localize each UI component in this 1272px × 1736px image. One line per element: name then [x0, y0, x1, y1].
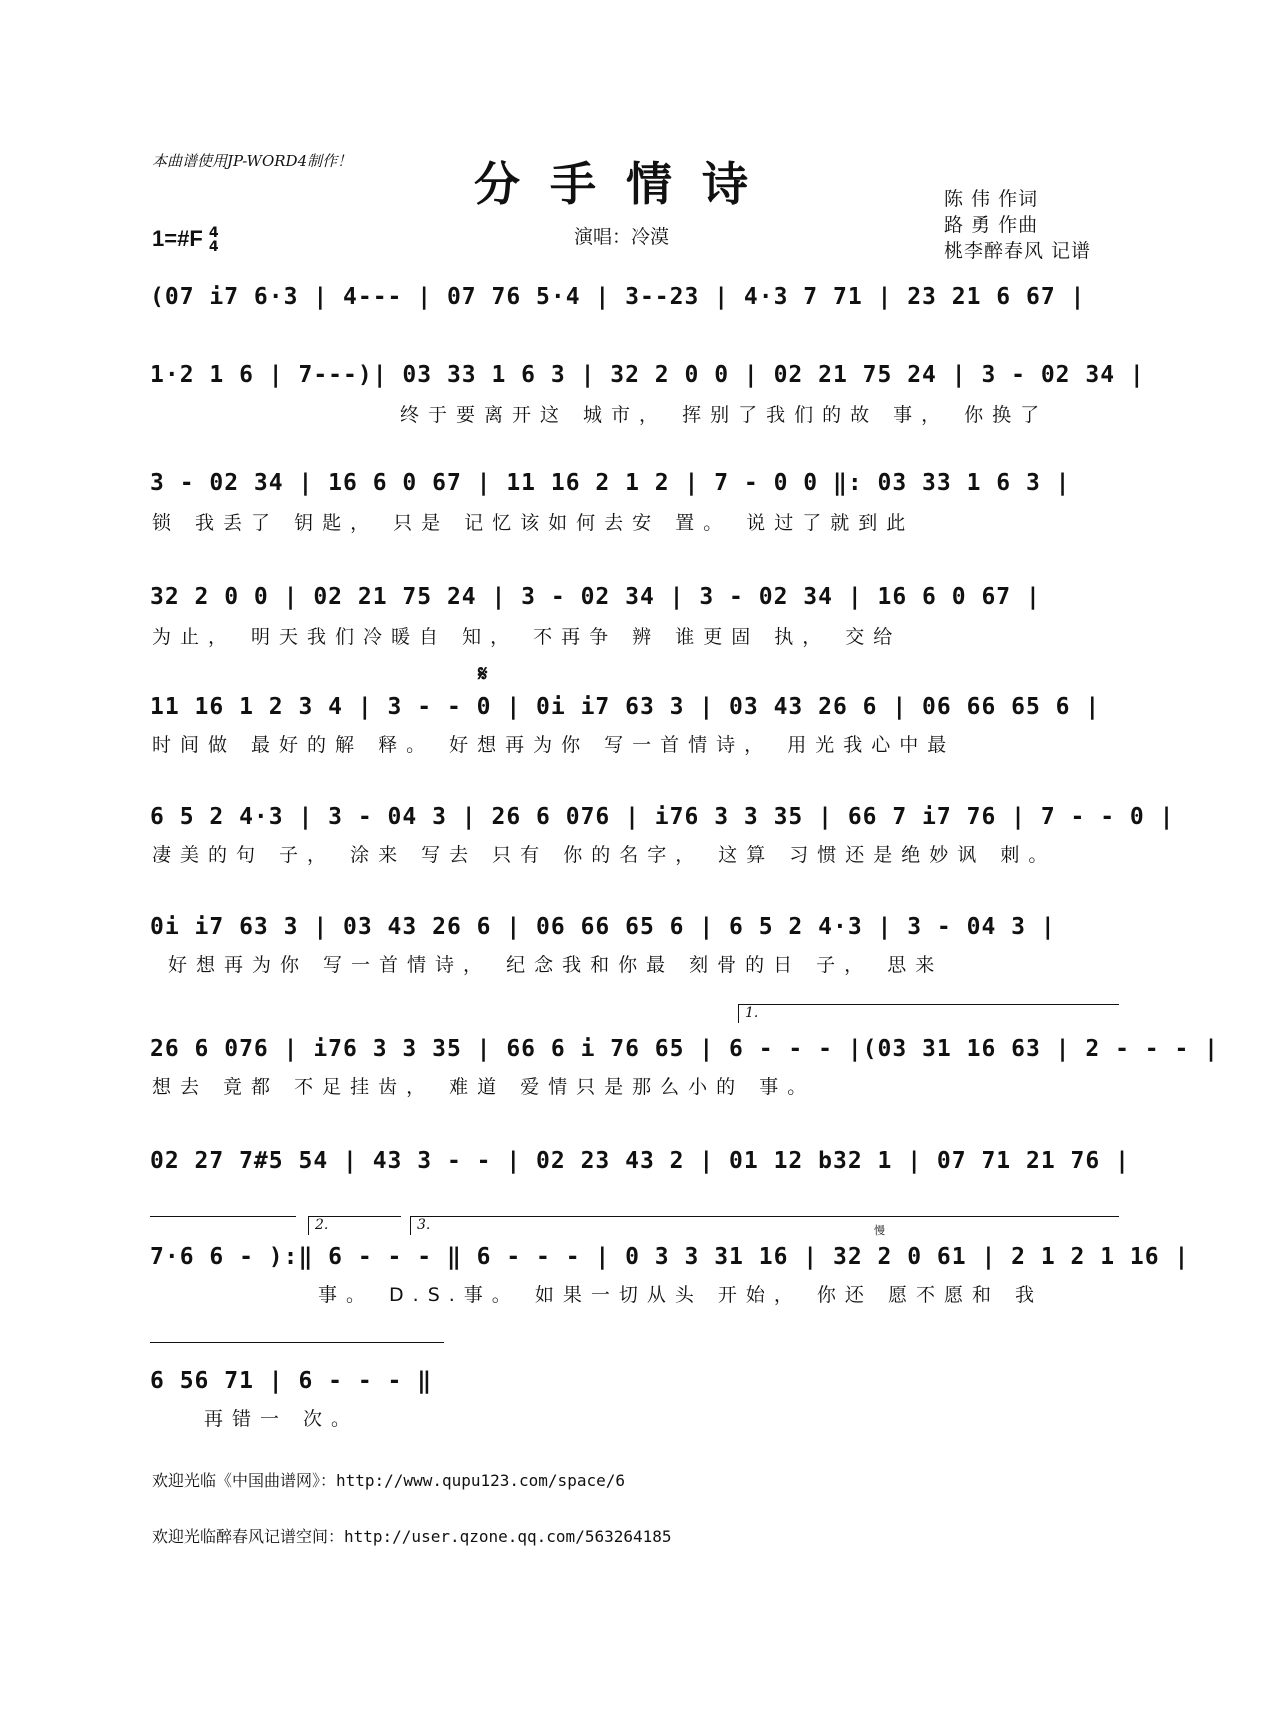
- lyric-line-7: 好想再为你 写一首情诗， 纪念我和你最 刻骨的日 子， 思来: [168, 954, 944, 976]
- volta-3-label: 3.: [417, 1217, 431, 1233]
- lyric-line-10: 事。 D.S.事。 如果一切从头 开始， 你还 愿不愿和 我: [318, 1284, 1044, 1306]
- made-with-note: 本曲谱使用JP-WORD4制作！: [152, 152, 353, 170]
- score-line-11: 6 56 71 | 6 - - - ‖: [150, 1368, 433, 1394]
- volta-1-bracket: [738, 1004, 1119, 1023]
- tempo-slow-mark: 慢: [874, 1224, 885, 1237]
- lyricist-credit: 陈 伟 作词: [944, 188, 1039, 210]
- volta-2-bracket: [308, 1216, 401, 1235]
- score-line-7: 0i i7 63 3 | 03 43 26 6 | 06 66 65 6 | 6 5 2 4·3 | 3 - 04 3 |: [150, 914, 1056, 940]
- score-line-2: 1·2 1 6 | 7---)| 03 33 1 6 3 | 32 2 0 0 | 02 21 75 24 | 3 - 02 34 |: [150, 362, 1145, 388]
- time-signature: [209, 226, 219, 254]
- segno-mark: 𝄋: [478, 662, 488, 687]
- song-title: 分手情诗: [474, 157, 778, 211]
- lyric-line-8: 想去 竟都 不足挂齿， 难道 爱情只是那么小的 事。: [152, 1076, 816, 1098]
- time-top: 4: [208, 225, 219, 242]
- lyric-line-6: 凄美的句 子， 涂来 写去 只有 你的名字， 这算 习惯还是绝妙讽 刺。: [152, 844, 1057, 866]
- volta-continuation: [150, 1216, 296, 1235]
- score-line-6: 6 5 2 4·3 | 3 - 04 3 | 26 6 076 | i76 3 3 35 | 66 7 i7 76 | 7 - - 0 |: [150, 804, 1175, 830]
- score-line-3: 3 - 02 34 | 16 6 0 67 | 11 16 2 1 2 | 7 - 0 0 ‖: 03 33 1 6 3 |: [150, 470, 1071, 496]
- footer-link-qzone[interactable]: 欢迎光临醉春风记谱空间：http://user.qzone.qq.com/563264185: [152, 1527, 672, 1546]
- score-line-9: 02 27 7#5 54 | 43 3 - - | 02 23 43 2 | 01 12 b32 1 | 07 71 21 76 |: [150, 1148, 1130, 1174]
- score-line-10: 7·6 6 - ):‖ 6 - - - ‖ 6 - - - | 0 3 3 31 16 | 32 2 0 61 | 2 1 2 1 16 |: [150, 1244, 1190, 1270]
- volta-3-bracket: [410, 1216, 1119, 1235]
- lyric-line-3: 锁 我丢了 钥匙， 只是 记忆该如何去安 置。 说过了就到此: [152, 512, 915, 534]
- singer-credit: 演唱：冷漠: [574, 226, 670, 248]
- final-volta-continuation: [150, 1342, 444, 1361]
- lyric-line-4: 为止， 明天我们冷暖自 知， 不再争 辨 谁更固 执， 交给: [152, 626, 902, 648]
- score-line-8: 26 6 076 | i76 3 3 35 | 66 6 i 76 65 | 6 - - - |(03 31 16 63 | 2 - - - |: [150, 1036, 1219, 1062]
- key-signature: [152, 226, 219, 254]
- composer-credit: 路 勇 作曲: [944, 214, 1039, 236]
- key-label: 1=#F: [152, 226, 203, 251]
- score-line-1: (07 i7 6·3 | 4--- | 07 76 5·4 | 3--23 | 4·3 7 71 | 23 21 6 67 |: [150, 284, 1086, 310]
- time-bottom: 4: [208, 239, 219, 256]
- volta-2-label: 2.: [315, 1217, 329, 1233]
- footer-link-qupu[interactable]: 欢迎光临《中国曲谱网》：http://www.qupu123.com/space/6: [152, 1471, 625, 1490]
- lyric-line-11: 再错一 次。: [204, 1408, 360, 1430]
- transcriber-credit: 桃李醉春风 记谱: [944, 240, 1092, 262]
- score-line-4: 32 2 0 0 | 02 21 75 24 | 3 - 02 34 | 3 - 02 34 | 16 6 0 67 |: [150, 584, 1041, 610]
- score-line-5: 11 16 1 2 3 4 | 3 - - 0 | 0i i7 63 3 | 03 43 26 6 | 06 66 65 6 |: [150, 694, 1101, 720]
- lyric-line-2: 终于要离开这 城市， 挥别了我们的故 事， 你换了: [400, 404, 1049, 426]
- volta-1-label: 1.: [745, 1005, 759, 1021]
- lyric-line-5: 时间做 最好的解 释。 好想再为你 写一首情诗， 用光我心中最: [152, 734, 956, 756]
